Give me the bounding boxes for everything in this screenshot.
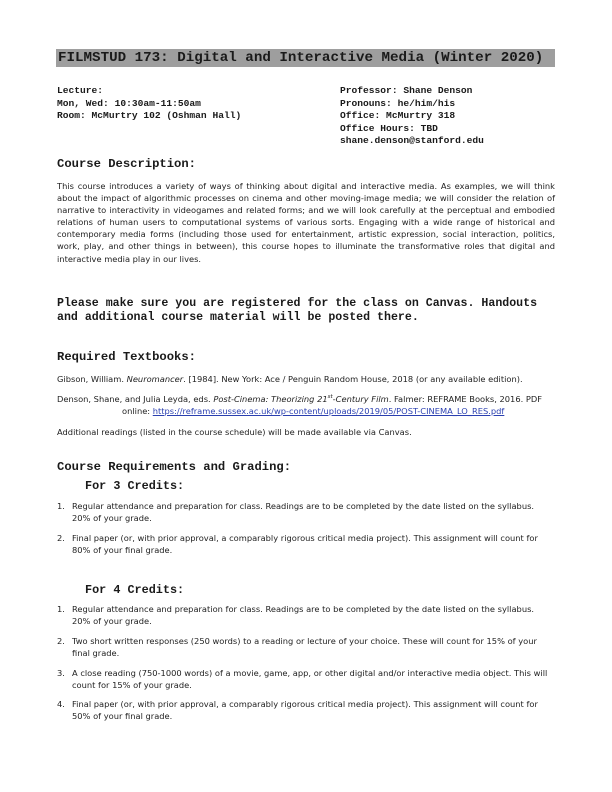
- textbooks-heading: Required Textbooks:: [57, 350, 196, 364]
- textbook-gibson: Gibson, William. Neuromancer. [1984]. New York: Ace / Penguin Random House, 2018 (or any available edition).: [57, 374, 523, 384]
- three-credits-heading: For 3 Credits:: [85, 479, 185, 493]
- list-item: 1. Regular attendance and preparation for class. Readings are to be completed by the date listed on the syllabus. 20% of your grade.: [57, 604, 535, 626]
- lecture-days: Mon, Wed: 10:30am-11:50am: [57, 97, 201, 109]
- three-credits-list: [57, 500, 555, 564]
- professor-email[interactable]: shane.denson@stanford.edu: [340, 135, 484, 146]
- course-description-text: This course introduces a variety of ways of thinking about digital and interactive media. As examples, we will think about the impact of algorithmic processes on cinema and other moving-image media; we will consider the relation of narrative to interactivity in videogames and related forms; and we will look carefully at the perceptual and embodied relations of human users to computational systems of various sorts. Engaging with a wide range of historical and contemporary media forms (including those used for entertainment, artistic expression, social interaction, politics, work, play, and other things in between), this course hopes to illuminate the transformative roles that digital and interactive media play in our lives.: [57, 181, 555, 264]
- course-description-heading: Course Description:: [57, 157, 196, 171]
- lecture-info: [57, 85, 241, 123]
- textbook-gibson-title: Neuromancer: [126, 374, 184, 384]
- course-title: FILMSTUD 173: Digital and Interactive Media (Winter 2020): [56, 49, 555, 67]
- professor-office: Office: McMurtry 318: [340, 110, 456, 121]
- four-credits-heading: For 4 Credits:: [85, 583, 185, 597]
- professor-info: [340, 85, 484, 148]
- post-cinema-pdf-link[interactable]: https://reframe.sussex.ac.uk/wp-content/uploads/2019/05/POST-CINEMA_LO_RES.pdf: [152, 405, 505, 416]
- additional-readings: Additional readings (listed in the course schedule) will be made available via Canvas.: [57, 427, 412, 437]
- office-hours: Office Hours: TBD: [340, 122, 438, 134]
- lecture-room: Room: McMurtry 102 (Oshman Hall): [57, 110, 242, 121]
- list-item: 2. Final paper (or, with prior approval, a comparably rigorous critical media project). This assignment will count for 80% of your final grade.: [57, 532, 538, 555]
- lecture-heading: Lecture:: [57, 85, 104, 96]
- textbook-post-cinema: Denson, Shane, and Julia Leyda, eds. Post-Cinema: Theorizing 21st-Century Film. Falmer: REFRAME Books, 2016. PDF online: https://reframe.sussex.ac.uk/wp-content/uploads/2019/05/POST-CINEMA_LO_RES.pdf: [57, 393, 543, 416]
- list-item: 2. Two short written responses (250 words) to a reading or lecture of your choice. These will count for 15% of your final grade.: [57, 635, 537, 658]
- list-item: 1. Regular attendance and preparation for class. Readings are to be completed by the date listed on the syllabus. 20% of your grade.: [57, 501, 535, 523]
- professor-pronouns: Pronouns: he/him/his: [340, 97, 456, 109]
- four-credits-list: [57, 603, 555, 730]
- list-item: 4. Final paper (or, with prior approval, a comparably rigorous critical media project). This assignment will count for 50% of your final grade.: [57, 699, 538, 722]
- canvas-notice: Please make sure you are registered for the class on Canvas. Handouts and additional course material will be posted there.: [57, 297, 538, 325]
- textbook-post-cinema-title: Post-Cinema: Theorizing 21st-Century Film: [213, 393, 389, 404]
- list-item: 3. A close reading (750-1000 words) of a movie, game, app, or other digital and/or interactive media object. This will count for 15% of your grade.: [57, 667, 548, 690]
- professor-name: Professor: Shane Denson: [340, 85, 473, 96]
- requirements-heading: Course Requirements and Grading:: [57, 460, 292, 474]
